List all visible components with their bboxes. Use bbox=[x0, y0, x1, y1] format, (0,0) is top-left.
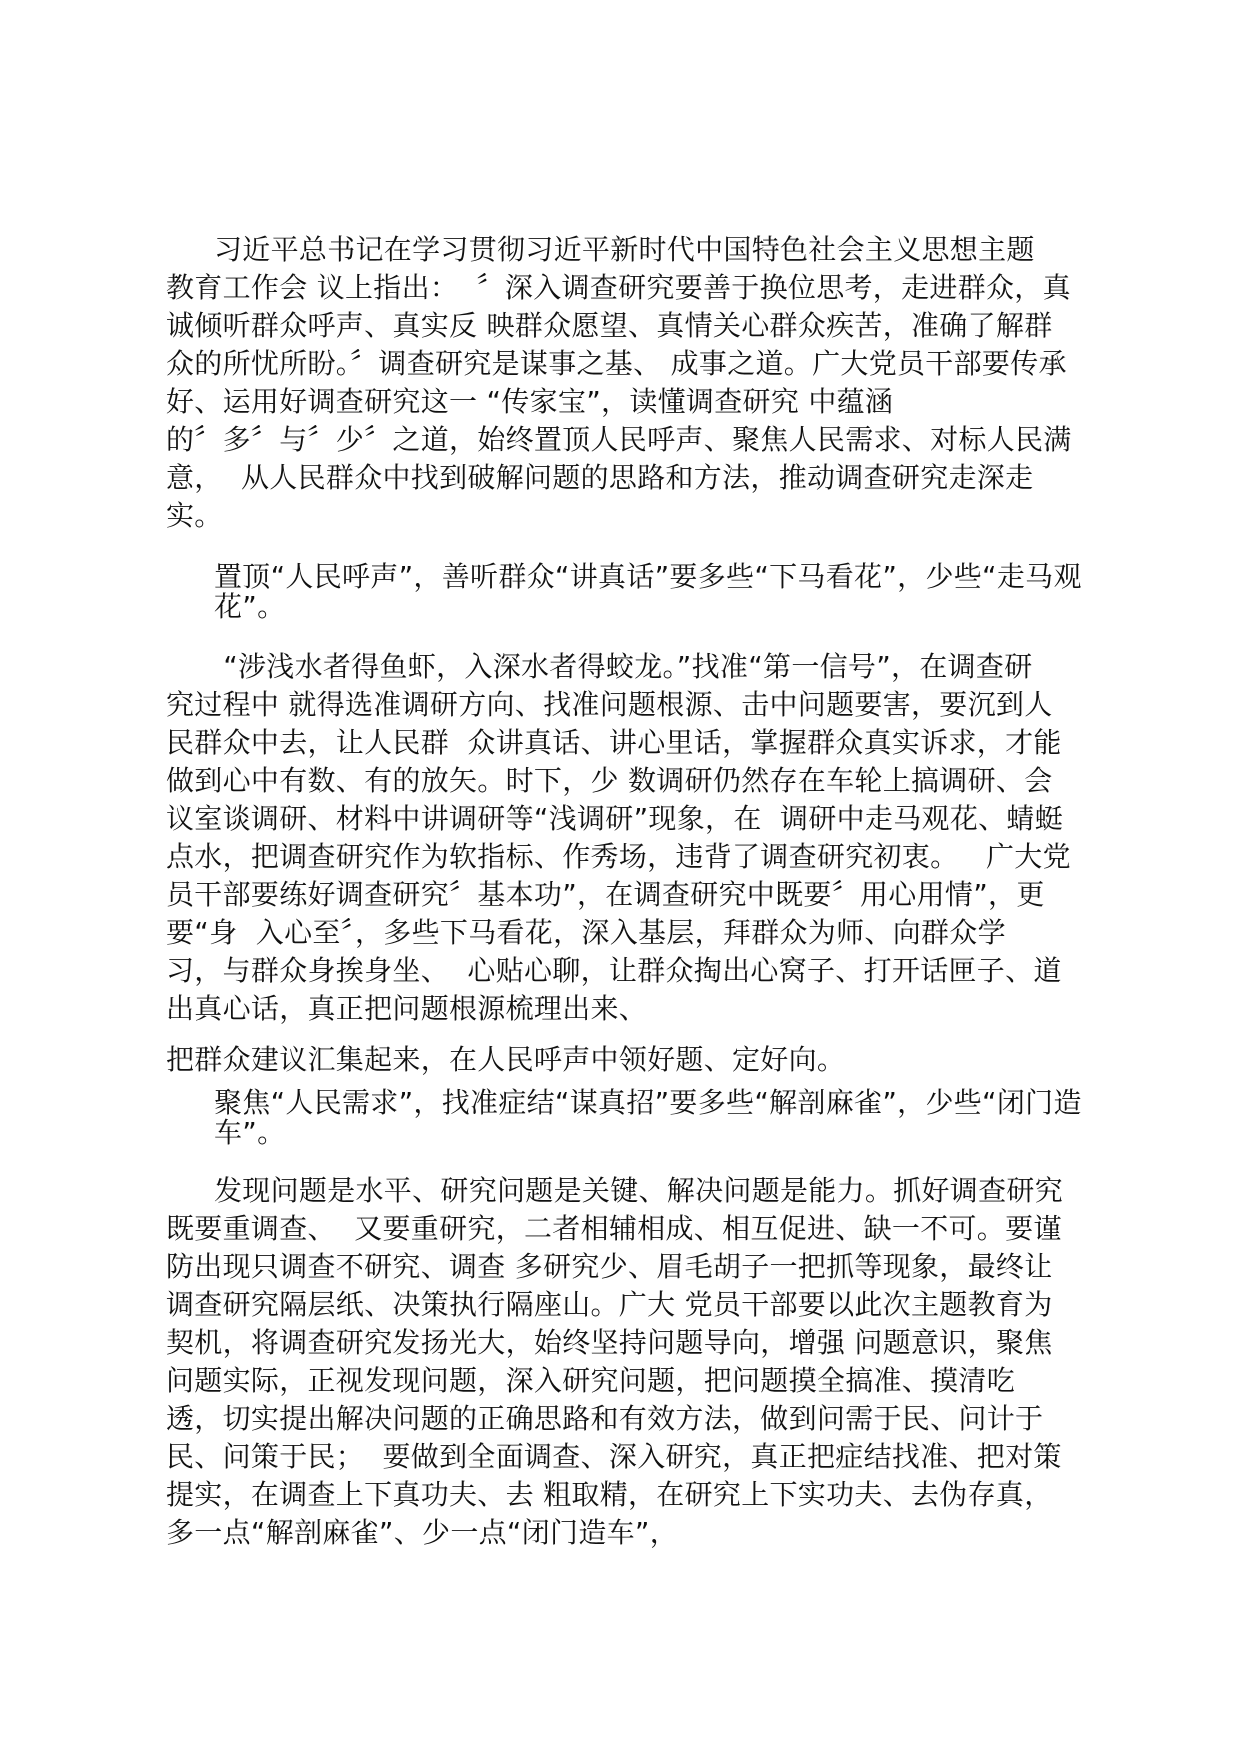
section-heading: 置顶“人民呼声”，善听群众“讲真话”要多些“下马看花”，少些“走马观 bbox=[214, 560, 1082, 593]
text-line: 把群众建议汇集起来，在人民呼声中领好题、定好向。 bbox=[166, 1043, 846, 1076]
text-line: 提实，在调查上下真功夫、去 粗取精，在研究上下实功夫、去伪存真， bbox=[166, 1478, 1053, 1511]
text-line: 民群众中去，让人民群 众讲真话、讲心里话，掌握群众真实诉求，才能 bbox=[166, 726, 1062, 759]
text-line: 诚倾听群众呼声、真实反 映群众愿望、真情关心群众疾苦，准确了解群 bbox=[166, 309, 1053, 342]
text-line: 议室谈调研、材料中讲调研等“浅调研”现象，在 调研中走马观花、蜻蜓 bbox=[166, 802, 1064, 835]
text-line: 要“身 入心至〞，多些下马看花，深入基层，拜群众为师、向群众学 bbox=[166, 916, 1006, 949]
text-line: 好、运用好调查研究这一 “传家宝”，读懂调查研究 中蕴涵 bbox=[166, 385, 894, 418]
text-line: 问题实际，正视发现问题，深入研究问题，把问题摸全搞准、摸清吃 bbox=[166, 1364, 1016, 1397]
text-line: 点水，把调查研究作为软指标、作秀场，违背了调查研究初衷。 广大党 bbox=[166, 840, 1071, 873]
section-heading: 花”。 bbox=[214, 590, 286, 623]
section-heading: 车”。 bbox=[214, 1116, 286, 1149]
text-line: 员干部要练好调查研究〞基本功”，在调查研究中既要〞用心用情”，更 bbox=[166, 878, 1045, 911]
text-line: 实。 bbox=[166, 499, 223, 532]
text-line: 多一点“解剖麻雀”、少一点“闭门造车”， bbox=[166, 1516, 679, 1549]
section-heading: 聚焦“人民需求”，找准症结“谋真招”要多些“解剖麻雀”，少些“闭门造 bbox=[214, 1086, 1082, 1119]
text-line: 意， 从人民群众中找到破解问题的思路和方法，推动调查研究走深走 bbox=[166, 461, 1034, 494]
text-line: 教育工作会 议上指出： 〞深入调查研究要善于换位思考，走进群众，真 bbox=[166, 271, 1071, 304]
text-line: 众的所忧所盼。〞调查研究是谋事之基、 成事之道。广大党员干部要传承 bbox=[166, 347, 1067, 380]
text-line: 究过程中 就得选准调研方向、找准问题根源、击中问题要害，要沉到人 bbox=[166, 688, 1053, 721]
text-line: 习近平总书记在学习贯彻习近平新时代中国特色社会主义思想主题 bbox=[214, 233, 1035, 266]
text-line: 的〞多〞与〞少〞之道，始终置顶人民呼声、聚焦人民需求、对标人民满 bbox=[166, 423, 1072, 456]
text-line: 发现问题是水平、研究问题是关键、解决问题是能力。抓好调查研究 bbox=[214, 1174, 1064, 1207]
text-line: 防出现只调查不研究、调查 多研究少、眉毛胡子一把抓等现象，最终让 bbox=[166, 1250, 1053, 1283]
text-line: 做到心中有数、有的放矢。时下，少 数调研仍然存在车轮上搞调研、会 bbox=[166, 764, 1053, 797]
text-line: 调查研究隔层纸、决策执行隔座山。广大 党员干部要以此次主题教育为 bbox=[166, 1288, 1053, 1321]
text-line: 民、问策于民； 要做到全面调查、深入研究，真正把症结找准、把对策 bbox=[166, 1440, 1062, 1473]
text-line: 既要重调查、 又要重研究，二者相辅相成、相互促进、缺一不可。要谨 bbox=[166, 1212, 1062, 1245]
text-line: 契机，将调查研究发扬光大，始终坚持问题导向，增强 问题意识，聚焦 bbox=[166, 1326, 1053, 1359]
text-line: “涉浅水者得鱼虾，入深水者得蛟龙。”找准“第一信号”，在调查研 bbox=[214, 650, 1033, 683]
text-line: 习，与群众身挨身坐、 心贴心聊，让群众掏出心窝子、打开话匣子、道 bbox=[166, 954, 1062, 987]
text-line: 出真心话，真正把问题根源梳理出来、 bbox=[166, 992, 648, 1025]
text-line: 透，切实提出解决问题的正确思路和有效方法，做到问需于民、问计于 bbox=[166, 1402, 1044, 1435]
